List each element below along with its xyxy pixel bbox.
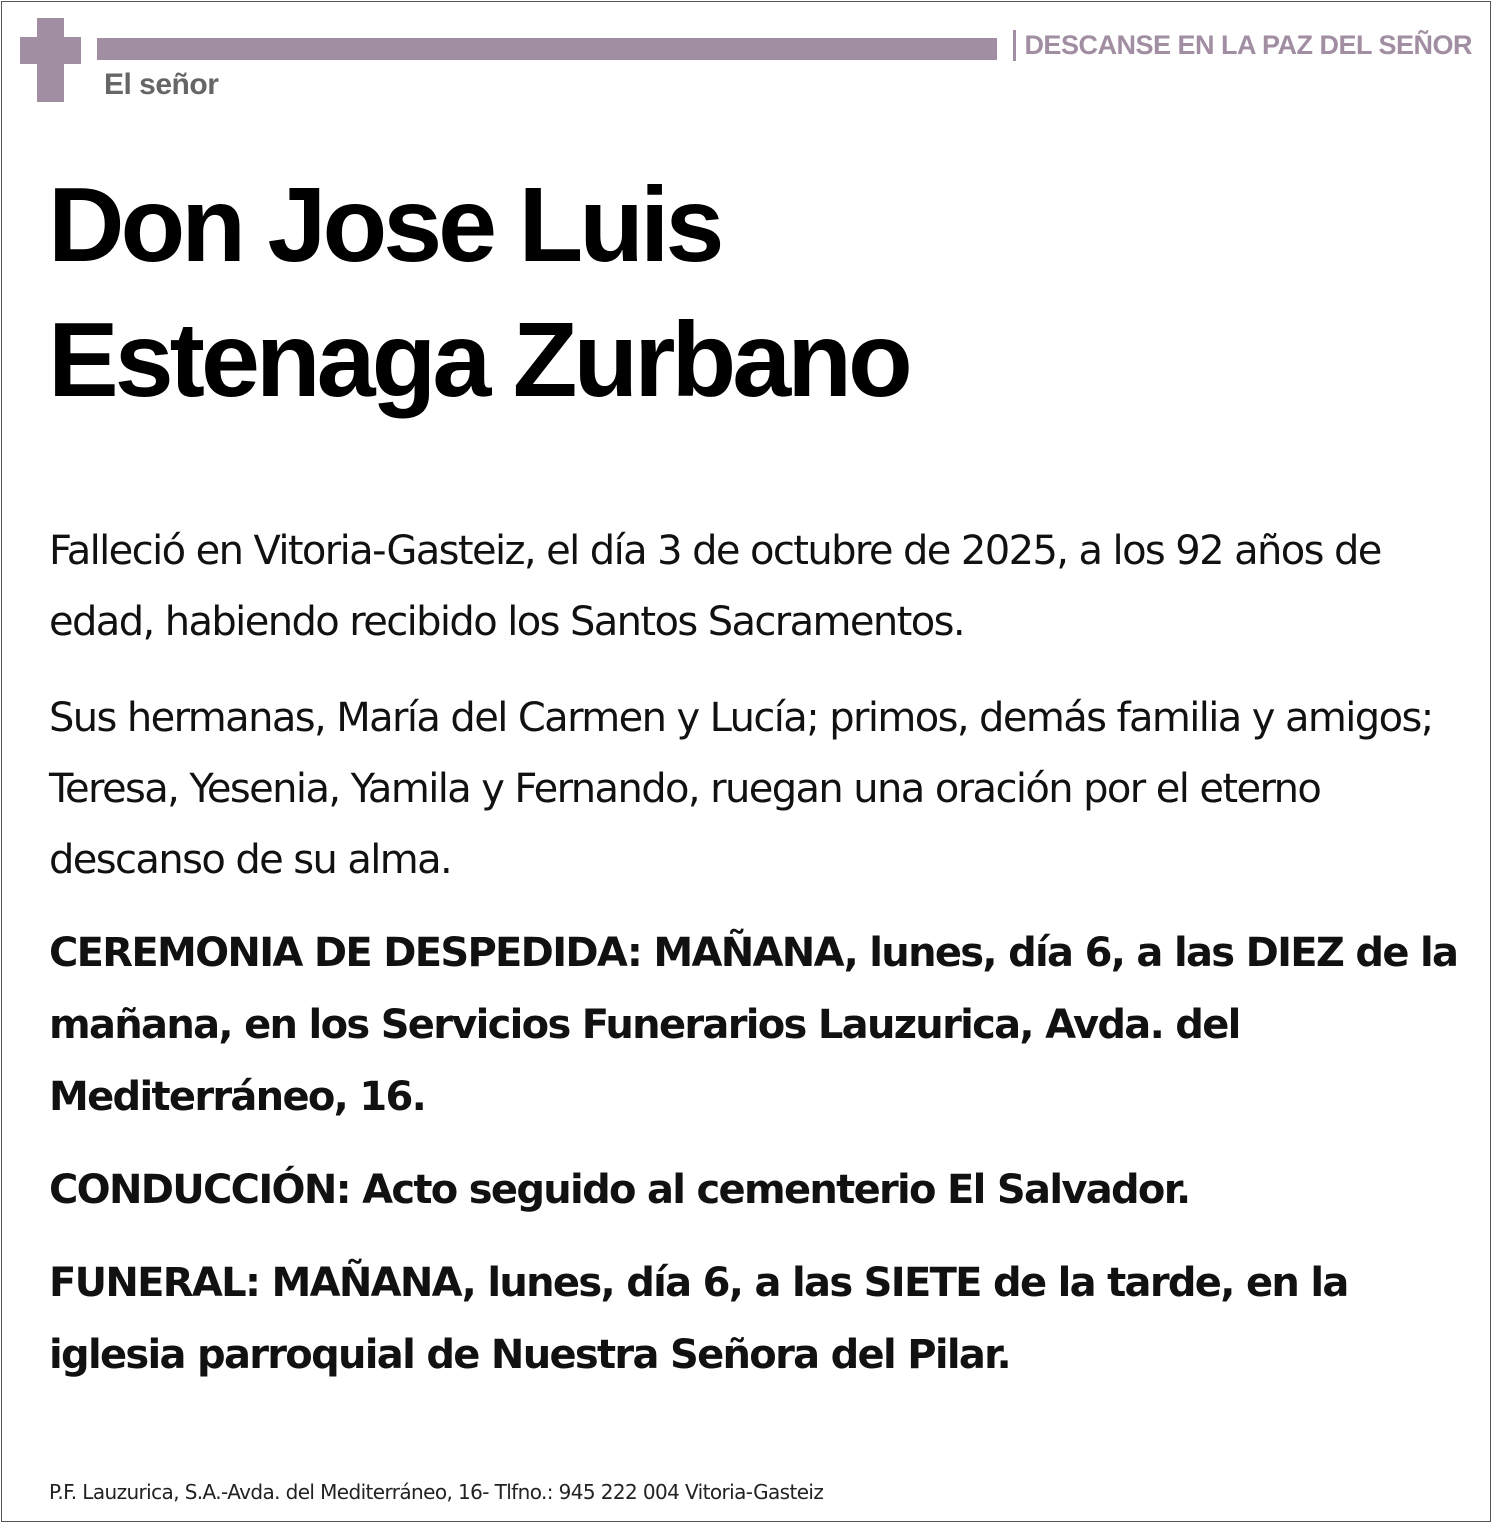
ceremony-paragraph: CEREMONIA DE DESPEDIDA: MAÑANA, lunes, día 6, a las DIEZ de la mañana, en los Servicios Funerarios Lauzurica, Avda. del Mediterráneo, 16.	[49, 930, 1458, 1120]
funeral-home-footer: P.F. Lauzurica, S.A.-Avda. del Mediterráneo, 16- Tlfno.: 945 222 004 Vitoria-Gasteiz	[49, 1480, 824, 1504]
death-notice-paragraph: Falleció en Vitoria-Gasteiz, el día 3 de octubre de 2025, a los 92 años de edad, habiendo recibido los Santos Sacramentos.	[49, 528, 1381, 645]
header-motto: DESCANSE EN LA PAZ DEL SEÑOR	[1013, 30, 1472, 61]
honorific-label: El señor	[104, 68, 219, 101]
funeral-paragraph: FUNERAL: MAÑANA, lunes, día 6, a las SIETE de la tarde, en la iglesia parroquial de Nuestra Señora del Pilar.	[49, 1260, 1348, 1378]
cross-icon-crossbar	[20, 37, 81, 64]
family-paragraph: Sus hermanas, María del Carmen y Lucía; primos, demás familia y amigos; Teresa, Yesenia, Yamila y Fernando, ruegan una oración por el eterno descanso de su alma.	[49, 695, 1433, 883]
header-divider-bar	[97, 38, 997, 60]
deceased-name-line2: Estenaga Zurbano	[48, 301, 909, 419]
procession-paragraph: CONDUCCIÓN: Acto seguido al cementerio El Salvador.	[49, 1167, 1190, 1213]
deceased-name	[48, 158, 909, 428]
deceased-name-line1: Don Jose Luis	[48, 166, 721, 284]
